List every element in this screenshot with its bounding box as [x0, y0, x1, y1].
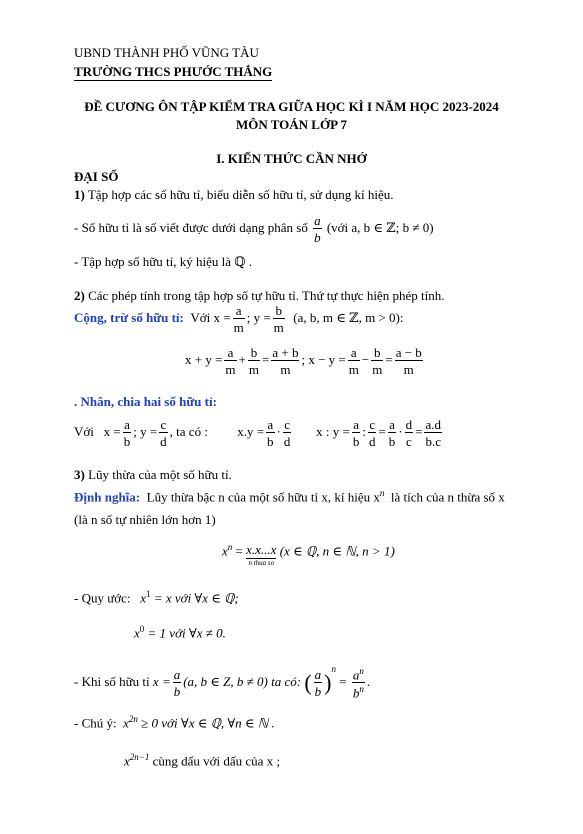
mul-lhs: x.y = [237, 423, 265, 439]
when-an-frac [352, 667, 365, 700]
diff-lhs: ; x − y = [301, 351, 346, 367]
algebra-heading: ĐẠI SỐ [74, 169, 119, 184]
diff-b: b [371, 346, 383, 361]
add-formula [185, 346, 425, 376]
when-bn: b [352, 685, 360, 701]
div-a: a [353, 417, 359, 432]
sum-m2: m [248, 362, 260, 377]
p2-num: 2) [74, 288, 85, 303]
sum-eq: = [262, 351, 270, 367]
when-bn-sup: n [359, 684, 364, 695]
note1-rest: ≥ 0 với ∀x ∈ ℚ, ∀n ∈ ℕ . [141, 715, 275, 731]
div-d: d [368, 434, 376, 449]
div-eq1: = [378, 423, 386, 439]
mul-frac-ab [266, 418, 275, 448]
div-frac-ab [352, 418, 361, 448]
p3-def-text2: là tích của n thừa số x [390, 489, 505, 505]
note1-x: x [123, 715, 129, 731]
conv2-sup: 0 [139, 624, 145, 634]
conv-line1 [74, 589, 239, 606]
sum-m3: m [280, 362, 291, 377]
conv2-rest: = 1 với ∀x ≠ 0. [147, 625, 226, 641]
add-y-num: b [273, 304, 285, 319]
sum-frac-a [224, 346, 236, 376]
add-cond: (a, b, m ∈ ℤ, m > 0): [293, 309, 404, 325]
add-y: ; y = [246, 309, 271, 325]
add-with: Với [190, 309, 211, 325]
div-colon: : [362, 423, 366, 439]
add-x-num: a [233, 304, 245, 319]
org-name: UBND THÀNH PHỐ VŨNG TÀU [74, 45, 259, 60]
p1-num: 1) [74, 187, 85, 202]
diff-ab: a − b [395, 345, 422, 360]
sum-frac-b [248, 346, 260, 376]
p1-heading [74, 187, 394, 203]
when-an-num [352, 667, 365, 683]
diff-m2: m [372, 362, 383, 377]
p2-text: Các phép tính trong tập hợp số tự hữu tỉ. Thứ tự thực hiện phép tính. [88, 288, 445, 303]
power-under: n thua so [248, 559, 275, 567]
when-res-b: b [314, 684, 322, 700]
sum-ab: a + b [272, 345, 299, 360]
when-frac [173, 668, 182, 698]
div-lhs: x : y = [316, 423, 350, 439]
div-frac-dc [405, 418, 414, 448]
mul-x-frac [123, 418, 132, 448]
p3-def-line [74, 488, 505, 505]
p2-heading [74, 288, 444, 304]
note2-x: x [124, 753, 130, 769]
power-eq: = [235, 543, 243, 559]
diff-eq: = [385, 351, 393, 367]
conv2-x: x [134, 625, 140, 641]
conv1-x: x [140, 590, 147, 606]
add-title: Cộng, trừ số hữu tỉ: [74, 309, 184, 325]
when-a: a [173, 667, 181, 683]
mul-d: d [283, 434, 291, 449]
when-text: - Khi số hữu tỉ [74, 674, 150, 689]
conv-label: - Quy ước: [74, 590, 131, 606]
conv1-sup: 1 [146, 589, 151, 599]
add-y-frac [273, 304, 285, 334]
div-frac-ab2 [388, 418, 397, 448]
doc-title-line2: MÔN TOÁN LỚP 7 [235, 117, 348, 132]
diff-minus: − [361, 351, 370, 367]
sum-m1: m [225, 362, 236, 377]
diff-frac-b [371, 346, 383, 376]
add-x-frac [233, 304, 245, 334]
mul-c: c [284, 417, 291, 432]
diff-frac-a [348, 346, 360, 376]
when-b: b [173, 684, 181, 700]
power-product [246, 542, 276, 567]
mul-title: . Nhân, chia hai số hữu tỉ: [74, 394, 217, 409]
div-frac-cd [368, 418, 377, 448]
mul-b: b [267, 434, 274, 449]
mul-x: x = [103, 423, 121, 439]
diff-m3: m [403, 362, 414, 377]
p1-fraction [313, 214, 322, 244]
when-res-frac [314, 668, 323, 698]
power-cond: (x ∈ ℚ, n ∈ ℕ, n > 1) [279, 543, 395, 559]
p1-set: - Tập hợp số hữu tỉ, ký hiệu là ℚ . [74, 254, 253, 269]
mul-y: ; y = [133, 423, 158, 439]
add-y-den: m [273, 320, 284, 335]
when-res-a: a [314, 667, 322, 683]
p1-frac-den: b [314, 230, 321, 245]
mul-with: Với [74, 423, 94, 439]
note1-sup: 2n [128, 714, 138, 724]
power-prod: x.x...x [246, 542, 277, 557]
diff-m1: m [348, 362, 359, 377]
when-cond: (a, b ∈ Z, b ≠ 0) ta có: [183, 674, 302, 689]
sum-lhs: x + y = [185, 351, 223, 367]
mul-ta: , ta có : [169, 423, 208, 439]
mul-dot: · [276, 423, 281, 439]
power-x: x [222, 543, 228, 559]
p3-def-text: Lũy thừa bậc n của một số hữu tỉ x, kí hiệu x [146, 489, 380, 505]
when-eq: = [339, 674, 347, 689]
note-line2 [124, 752, 280, 769]
div-bc: b.c [425, 434, 442, 449]
div-c: c [369, 417, 376, 432]
diff-a: a [348, 346, 360, 361]
sum-a: a [224, 346, 236, 361]
div-ad: a.d [425, 417, 442, 432]
mul-y-num: c [160, 417, 167, 432]
p3-text: Lũy thừa của một số hữu tỉ. [88, 467, 232, 482]
mul-x-den: b [123, 434, 131, 449]
doc-title-line1: ĐỀ CƯƠNG ÔN TẬP KIỂM TRA GIỮA HỌC KÌ I NĂM HỌC 2023-2024 [84, 99, 499, 114]
add-x-den: m [233, 320, 244, 335]
div-b2: b [388, 434, 396, 449]
p3-def-text3: (là n số tự nhiên lớn hơn 1) [74, 512, 216, 527]
conv1-rest: = x với ∀x ∈ ℚ; [153, 590, 239, 606]
mul-x-num: a [124, 417, 130, 432]
p1-frac-num: a [314, 213, 321, 228]
div-dot: · [398, 423, 403, 439]
school-name [74, 64, 272, 80]
conv-line2 [134, 624, 226, 641]
div-b: b [352, 434, 360, 449]
p1-text: Tập hợp các số hữu tỉ, biểu diễn số hữu tỉ, sử dụng kí hiệu. [87, 187, 394, 202]
p3-heading [74, 467, 232, 483]
section-heading: I. KIẾN THỨC CẦN NHỚ [216, 151, 367, 166]
when-pow: n [331, 664, 336, 674]
mul-def-line [74, 418, 444, 448]
div-frac-res [424, 418, 442, 448]
note-line1 [74, 714, 275, 731]
when-x: x = [152, 674, 171, 689]
diff-frac-ab [395, 346, 423, 376]
note-label: - Chú ý: [74, 715, 117, 731]
mul-a: a [267, 417, 274, 432]
sum-frac-ab [271, 346, 299, 376]
when-an: a [352, 667, 360, 683]
school-name-text: TRƯỜNG THCS PHƯỚC THẮNG [74, 64, 273, 79]
when-line: - Khi số hữu tỉ x = $\frac{a}{b}$ (a, b ∈ Z, b ≠ 0) ta có: ( $\frac{a}{b}$ )$^n$ = $\frac{a^n}{b^n}$ . [74, 664, 371, 701]
power-n: n [227, 542, 233, 552]
mul-y-frac [159, 418, 168, 448]
add-x: x = [213, 309, 231, 325]
when-an-sup: n [359, 665, 364, 676]
p1-def-prefix: - Số hữu tỉ là số viết được dưới dạng phân số [74, 219, 308, 235]
when-bn-den [352, 683, 365, 699]
p3-def-label: Định nghĩa: [74, 489, 141, 505]
div-a2: a [389, 417, 395, 432]
p1-definition [74, 214, 434, 244]
mul-y-den: d [160, 434, 167, 449]
div-d2: d [405, 417, 413, 432]
note2-rest: cùng dấu với dấu của x ; [152, 753, 281, 769]
p1-def-cond: (với a, b ∈ ℤ; b ≠ 0) [326, 219, 434, 235]
sum-b: b [248, 346, 260, 361]
p2-add-line [74, 304, 404, 334]
div-c2: c [406, 434, 412, 449]
mul-frac-cd [283, 418, 292, 448]
p3-num: 3) [74, 467, 85, 482]
p3-def-sup: n [379, 488, 385, 498]
note2-sup: 2n−1 [129, 752, 150, 762]
power-formula [222, 542, 395, 567]
div-eq2: = [415, 423, 423, 439]
sum-plus: + [238, 351, 246, 367]
